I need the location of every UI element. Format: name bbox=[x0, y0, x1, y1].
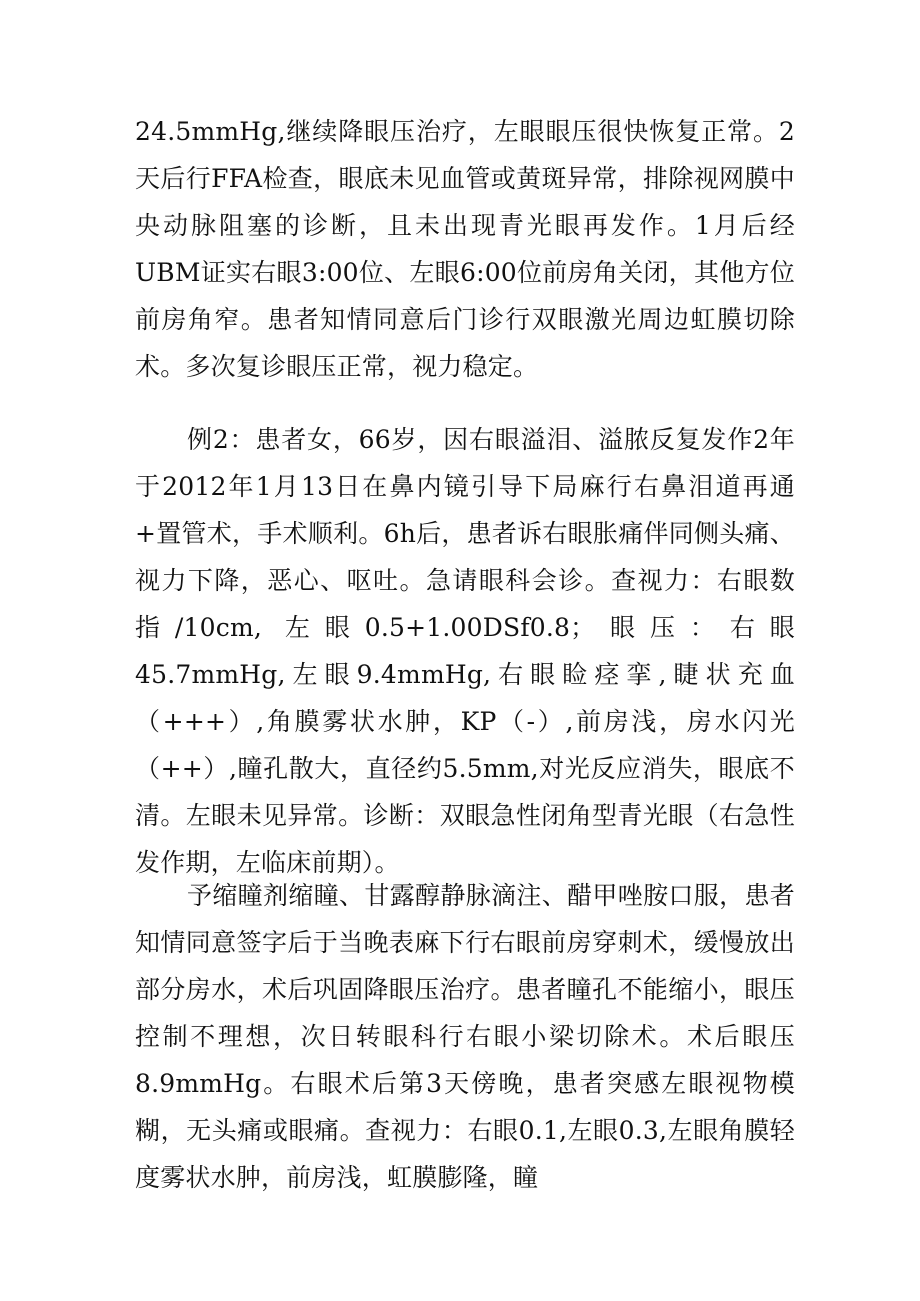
paragraph-text: 24.5mmHg,继续降眼压治疗，左眼眼压很快恢复正常。2天后行FFA检查，眼底未见血管或黄斑异常，排除视网膜中央动脉阻塞的诊断，且未出现青光眼再发作。1月后经UBM证实右眼3:00位、左眼6:00位前房角关闭，其他方位前房角窄。患者知情同意后门诊行双眼激光周边虹膜切除术。多次复诊眼压正常，视力稳定。 bbox=[135, 117, 795, 381]
paragraph-case2 bbox=[135, 416, 795, 886]
paragraph-case1-continuation bbox=[135, 108, 795, 390]
paragraph-case2-treatment bbox=[135, 872, 795, 1201]
paragraph-text: 例2：患者女，66岁，因右眼溢泪、溢脓反复发作2年于2012年1月13日在鼻内镜引导下局麻行右鼻泪道再通+置管术，手术顺利。6h后，患者诉右眼胀痛伴同侧头痛、视力下降，恶心、呕吐。急请眼科会诊。查视力：右眼数指/10cm, 左眼0.5+1.00DSf0.8；眼压：右眼45.7mmHg,左眼9.4mmHg,右眼睑痉挛,睫状充血（+++）,角膜雾状水肿，KP（-）,前房浅，房水闪光（++）,瞳孔散大，直径约5.5mm,对光反应消失，眼底不清。左眼未见异常。诊断：双眼急性闭角型青光眼（右急性发作期，左临床前期）。 bbox=[135, 425, 795, 877]
paragraph-text: 予缩瞳剂缩瞳、甘露醇静脉滴注、醋甲唑胺口服，患者知情同意签字后于当晚表麻下行右眼前房穿刺术，缓慢放出部分房水，术后巩固降眼压治疗。患者瞳孔不能缩小，眼压控制不理想，次日转眼科行右眼小梁切除术。术后眼压8.9mmHg。右眼术后第3天傍晚，患者突感左眼视物模糊，无头痛或眼痛。查视力：右眼0.1,左眼0.3,左眼角膜轻度雾状水肿，前房浅，虹膜膨隆，瞳 bbox=[135, 881, 795, 1192]
